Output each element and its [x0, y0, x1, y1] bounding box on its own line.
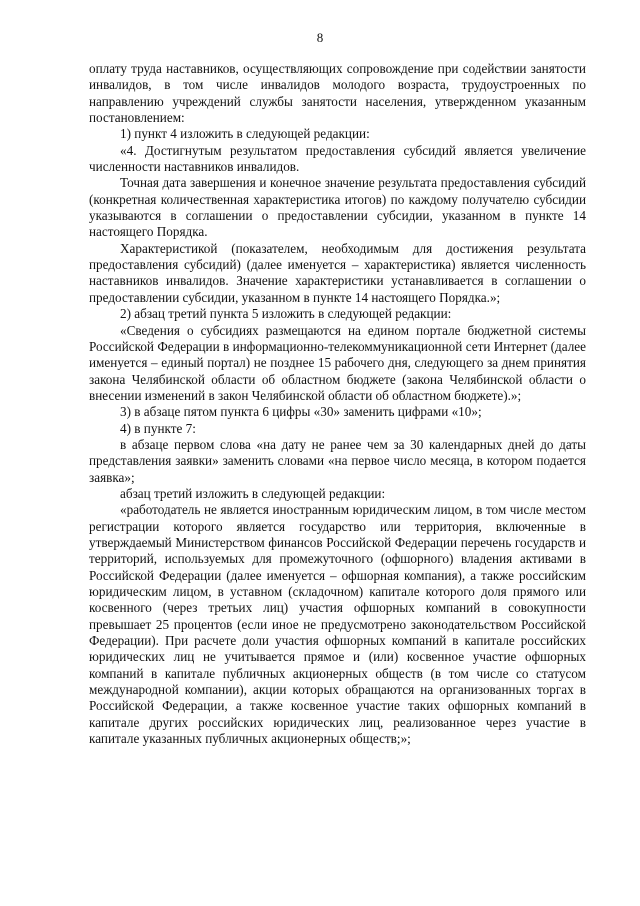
- paragraph-first-subparagraph: в абзаце первом слова «на дату не ранее чем за 30 календарных дней до даты представления заявки» заменить словами «на первое число месяца, в котором подается заявка»;: [89, 436, 586, 485]
- page-number: 8: [316, 30, 324, 45]
- paragraph-item-4: 4) в пункте 7:: [120, 420, 196, 436]
- document-body: [89, 61, 586, 747]
- paragraph-subsidy-info: «Сведения о субсидиях размещаются на едином портале бюджетной системы Российской Федерации в информационно-телекоммуникационной сети Интернет (далее именуется – единый портал) не позднее 15 рабочего дня, следующего за днем принятия закона Челябинской области об областном бюджете (закона Челябинской области о внесении изменений в закон Челябинской области об областном бюджете).»;: [89, 322, 586, 403]
- paragraph-item-3: 3) в абзаце пятом пункта 6 цифры «30» заменить цифрами «10»;: [120, 404, 482, 420]
- paragraph-employer-offshore: «работодатель не является иностранным юридическим лицом, в том числе местом регистрации которого является государство или территория, включенные в утверждаемый Министерством финансов Российской Федерации перечень государств и территорий, используемых для промежуточного (офшорного) владения активами в Российской Федерации (далее именуется – офшорная компания), а также российским юридическим лицом, в уставном (складочном) капитале которого доля прямого или косвенного (через третьих лиц) участия офшорных компаний в совокупности превышает 25 процентов (если иное не предусмотрено законодательством Российской Федерации). При расчете доли участия офшорных компаний в капитале российских юридических лиц не учитывается прямое и (или) косвенное участие офшорных компаний в капитале публичных акционерных обществ (в том числе со статусом международной компании), акции которых обращаются на организованных торгах в Российской Федерации, а также косвенное участие таких офшорных компаний в капитале других российских юридических лиц, реализованное через участие в капитале указанных публичных акционерных обществ;»;: [89, 502, 586, 747]
- paragraph-item-1: 1) пункт 4 изложить в следующей редакции:: [120, 126, 370, 142]
- paragraph-continuation: оплату труда наставников, осуществляющих сопровождение при содействии занятости инвалидов, в том числе инвалидов молодого возраста, трудоустроенных по направлению учреждений службы занятости населения, утвержденном указанным постановлением:: [89, 61, 586, 126]
- paragraph-third-subparagraph: абзац третий изложить в следующей редакции:: [120, 485, 386, 501]
- paragraph-characteristic: Характеристикой (показателем, необходимым для достижения результата предоставления субсидий) (далее именуется – характеристика) является численность наставников инвалидов. Значение характеристики устанавливается в соглашении о предоставлении субсидии, указанном в пункте 14 настоящего Порядка.»;: [89, 240, 586, 305]
- paragraph-quote-point-4: «4. Достигнутым результатом предоставления субсидий является увеличение численности наставников инвалидов.: [89, 142, 586, 175]
- paragraph-item-2: 2) абзац третий пункта 5 изложить в следующей редакции:: [120, 306, 452, 322]
- paragraph-result-date: Точная дата завершения и конечное значение результата предоставления субсидий (конкретная количественная характеристика итогов) по каждому получателю субсидии указываются в соглашении о предоставлении субсидии, указанном в пункте 14 настоящего Порядка.: [89, 175, 586, 240]
